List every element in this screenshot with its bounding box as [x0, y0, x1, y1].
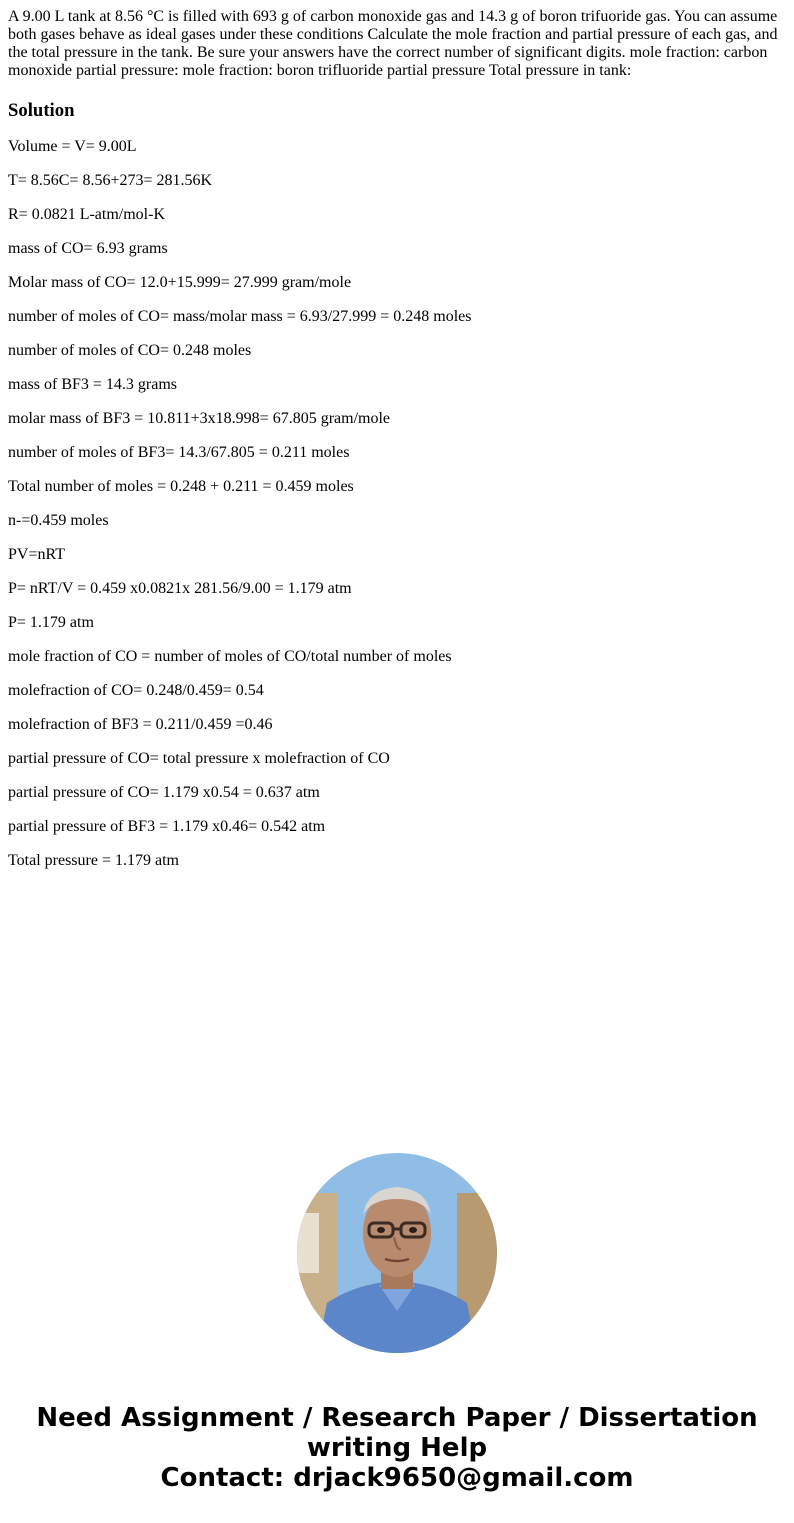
solution-step: molar mass of BF3 = 10.811+3x18.998= 67.805 gram/mole — [8, 410, 391, 427]
solution-step: T= 8.56C= 8.56+273= 281.56K — [8, 172, 213, 189]
solution-heading: Solution — [8, 100, 75, 121]
solution-step: Total pressure = 1.179 atm — [8, 852, 179, 869]
solution-step: molefraction of CO= 0.248/0.459= 0.54 — [8, 682, 264, 699]
solution-step: Total number of moles = 0.248 + 0.211 = 0.459 moles — [8, 478, 354, 495]
solution-step: partial pressure of CO= 1.179 x0.54 = 0.637 atm — [8, 784, 320, 801]
solution-step: R= 0.0821 L-atm/mol-K — [8, 206, 166, 223]
solution-step: PV=nRT — [8, 546, 65, 563]
solution-step: P= nRT/V = 0.459 x0.0821x 281.56/9.00 = 1.179 atm — [8, 580, 352, 597]
solution-step: number of moles of CO= 0.248 moles — [8, 342, 252, 359]
solution-step: Molar mass of CO= 12.0+15.999= 27.999 gram/mole — [8, 274, 352, 291]
solution-step: partial pressure of CO= total pressure x molefraction of CO — [8, 750, 390, 767]
solution-step: n-=0.459 moles — [8, 512, 109, 529]
banner-contact-email: Contact: drjack9650@gmail.com — [160, 1463, 634, 1493]
question-text: A 9.00 L tank at 8.56 °C is filled with 693 g of carbon monoxide gas and 14.3 g of boron trifuoride gas. You can assume both gases behave as ideal gases under these conditions Calculate the mole fraction and partial pressure of each gas, and the total pressure in the tank. Be sure your answers have the correct number of significant digits. mole fraction: carbon monoxide partial pressure: mole fraction: boron trifluoride partial pressure Total pressure in tank: — [8, 8, 778, 79]
solution-step: mass of BF3 = 14.3 grams — [8, 376, 178, 393]
solution-step: number of moles of BF3= 14.3/67.805 = 0.211 moles — [8, 444, 350, 461]
solution-step: number of moles of CO= mass/molar mass = 6.93/27.999 = 0.248 moles — [8, 308, 472, 325]
solution-step: mole fraction of CO = number of moles of CO/total number of moles — [8, 648, 452, 665]
contact-banner — [0, 1403, 794, 1493]
banner-line-2: writing Help — [306, 1433, 488, 1463]
solution-steps — [8, 138, 786, 870]
solution-step: mass of CO= 6.93 grams — [8, 240, 168, 257]
person-portrait-icon — [297, 1153, 497, 1353]
author-avatar — [297, 1153, 497, 1353]
solution-step: Volume = V= 9.00L — [8, 138, 137, 155]
solution-step: partial pressure of BF3 = 1.179 x0.46= 0.542 atm — [8, 818, 326, 835]
banner-line-1: Need Assignment / Research Paper / Dissertation — [36, 1403, 758, 1433]
solution-step: P= 1.179 atm — [8, 614, 94, 631]
solution-step: molefraction of BF3 = 0.211/0.459 =0.46 — [8, 716, 273, 733]
